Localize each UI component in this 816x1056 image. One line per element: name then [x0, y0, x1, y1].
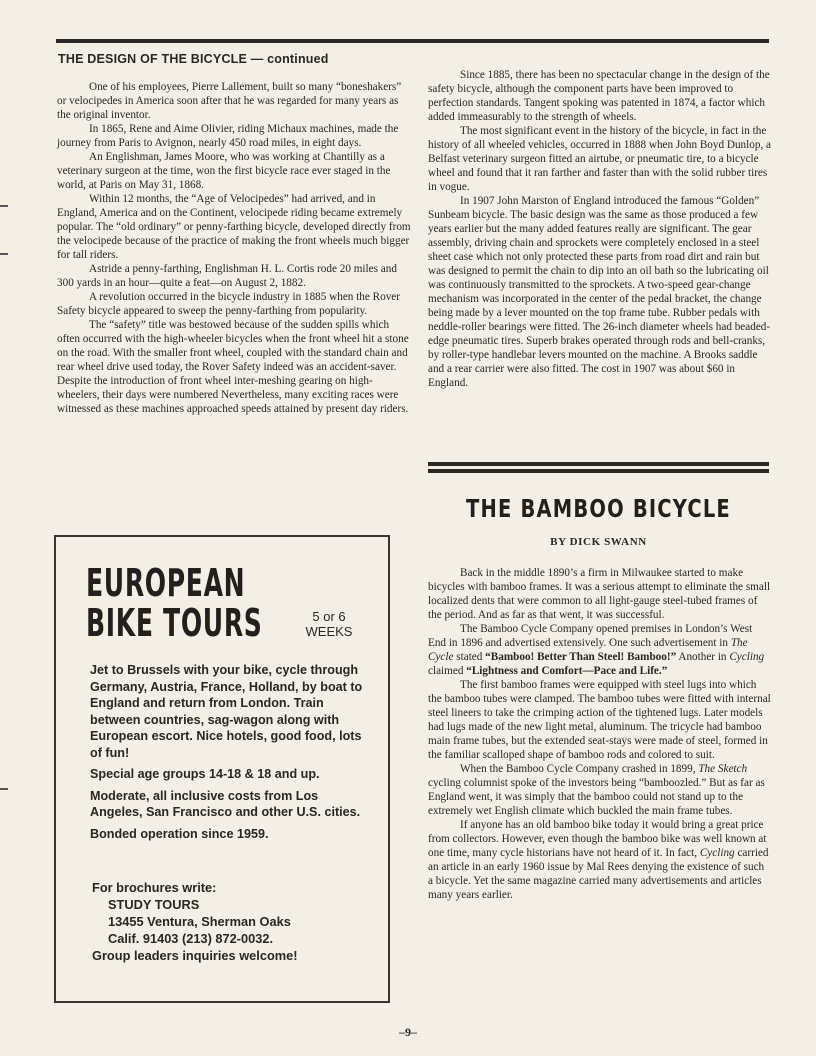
ad-title: EUROPEAN — [86, 561, 246, 605]
paragraph: An Englishman, James Moore, who was working at Chantilly as a veterinary surgeon at the time, won the first bicycle race ever staged in the world, at Paris on May 31, 1868. — [57, 151, 391, 191]
ad-text: Special age groups 14-18 & 18 and up. — [90, 767, 320, 781]
paragraph: Back in the middle 1890’s a firm in Milwaukee started to make bicycles with bamboo frames. It was a serious attempt to eliminate the small localized dents that were common to all light-gauge steel-tubed frames of the period. And as far as that went, it was successful. — [428, 567, 771, 621]
paragraph: When the Bamboo Cycle Company crashed in 1899, The Sketch cycling columnist spoke of the investors being “bamboozled.” But as far as England went, it was simply that the bamboo could not stand up to the extremely wet English climate which buckled the main frame tubes. — [428, 763, 765, 817]
ad-text: Jet to Brussels with your bike, cycle through Germany, Austria, France, Holland, by boat to England and return from London. Train between countries, sag-wagon along with European escort. Nice hotels, good food, lots of fun! — [90, 663, 363, 760]
paragraph: Astride a penny-farthing, Englishman H. L. Cortis rode 20 miles and 300 yards in an hour—quite a feat—on August 2, 1882. — [57, 263, 397, 289]
double-rule — [428, 462, 769, 476]
paragraph: The Bamboo Cycle Company opened premises in London’s West End in 1896 and advertised extensively. One such advertisement in The Cycle stated “Bamboo! Better Than Steel! Bamboo!” Another in Cycling claimed “Lightness and Comfort—Pace and Life.” — [428, 623, 765, 677]
paragraph: A revolution occurred in the bicycle industry in 1885 when the Rover Safety bicycle appeared to sweep the penny-farthing from popularity. — [57, 291, 400, 317]
ad-text: Bonded operation since 1959. — [90, 826, 269, 841]
paragraph: Within 12 months, the “Age of Velocipedes” had arrived, and in England, America and on the Continent, velocipede riding became extremely popular. The “old ordinary” or penny-farthing bicycle, developed directly from the velocipede because of the practice of making the front wheels much bigger for tall riders. — [57, 193, 411, 261]
ad-duration: 5 or 6 WEEKS — [305, 609, 353, 639]
bamboo-article — [428, 566, 771, 902]
byline: BY DICK SWANN — [550, 536, 647, 548]
paragraph: One of his employees, Pierre Lallement, built so many “boneshakers” or velocipedes in America soon after that he was regarded for many years as the original inventor. — [57, 81, 402, 121]
contact-name: STUDY TOURS — [108, 897, 200, 912]
contact-address: Calif. 91403 (213) 872-0032. — [108, 931, 274, 946]
contact-closing: Group leaders inquiries welcome! — [92, 948, 298, 963]
european-bike-tours-ad — [54, 535, 390, 1003]
paragraph: In 1907 John Marston of England introduced the famous “Golden” Sunbeam bicycle. The basic design was the same as those produced a few years earlier but the many added features really are significant. The gear assembly, driving chain and sprockets were completely enclosed in a steel sheet case which not only protected these parts from road dirt and rain but was designed to permit the chain to dip into an oil bath so the lubricating oil was continuously transmitted to the sprockets. A two-speed gear-change mechanism was incorporated in the center of the pedal bracket, the change being made by a lever mounted on the top frame tube. Rubber pedals with neddle-roller bearings were fitted. The 26-inch diameter wheels had beaded-edge pneumatic tires. Superb brakes operated through rods and bell-cranks, by roller-type handlebar levers mounted on the machine. A Brooks saddle and a rear carrier were also fitted. The cost in 1907 was about $60 in England. — [428, 195, 771, 389]
ad-text: Moderate, all inclusive costs from Los Angeles, San Francisco and other U.S. cities. — [90, 788, 361, 819]
paragraph: If anyone has an old bamboo bike today it would bring a great price from collectors. However, even though the bamboo bike was well known at one time, many cycle historians have not heard of it. In fact, Cycling carried an article in an early 1960 issue by Mal Rees denying the existence of such a bicycle. Yet the same magazine carried many advertisements and articles many years earlier. — [428, 819, 769, 901]
contact-intro: For brochures write: — [92, 880, 217, 895]
paragraph: Since 1885, there has been no spectacular change in the design of the safety bicycle, although the component parts have been improved to perfection standards. Tangent spoking was patented in 1874, a factor which added immeasurably to the strength of wheels. — [428, 69, 770, 123]
ad-body — [90, 662, 368, 847]
page-number: –9– — [399, 1025, 417, 1039]
left-column — [57, 80, 411, 416]
right-column — [428, 68, 771, 390]
margin-mark — [0, 253, 8, 255]
margin-mark — [0, 788, 8, 790]
contact-address: 13455 Ventura, Sherman Oaks — [108, 914, 291, 929]
ad-title: BIKE TOURS — [86, 601, 263, 645]
section-title: THE DESIGN OF THE BICYCLE — continued — [58, 52, 329, 66]
paragraph: The “safety” title was bestowed because of the sudden spills which often occurred with the high-wheeler bicycles when the front wheel hit a stone on the road. With the smaller front wheel, coupled with the standard chain and rear wheel drive used today, the Rover Safety indeed was an accident-saver. Despite the introduction of front wheel inter-meshing gearing on high-wheelers, their days were numbered Nevertheless, many exciting races were witnessed as these machines approached speeds attained by present day riders. — [57, 319, 409, 415]
paragraph: The most significant event in the history of the bicycle, in fact in the history of all wheeled vehicles, occurred in 1888 when John Boyd Dunlop, a Belfast veterinary surgeon fitted an airtube, or pneumatic tire, to a bicycle wheel and found that it ran farther and faster than with the solid rubber tires in vogue. — [428, 125, 772, 193]
paragraph: In 1865, Rene and Aime Olivier, riding Michaux machines, made the journey from Paris to Avignon, nearly 450 road miles, in eight days. — [57, 123, 399, 149]
top-rule — [56, 39, 769, 43]
margin-mark — [0, 205, 8, 207]
article-title: THE BAMBOO BICYCLE — [466, 494, 731, 523]
paragraph: The first bamboo frames were equipped with steel lugs into which the bamboo tubes were clamped. The bamboo tubes were fitted with internal steel lineers to take the crimping action of the tightened lugs. Later models had lugs made of the new light metal, aluminum. The tricycle had bamboo main frame tubes, but the extended seat-stays were made of steel, formed in the familiar scalloped shape of bamboo rods and colored to suit. — [428, 679, 771, 761]
ad-contact — [92, 879, 372, 964]
